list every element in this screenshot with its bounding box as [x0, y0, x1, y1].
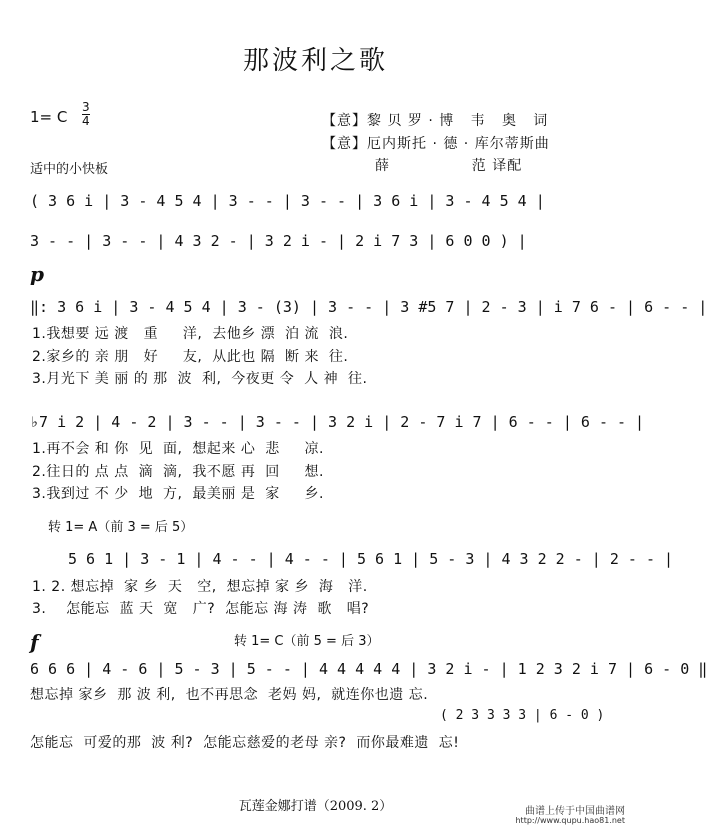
song-title: 那波利之歌 [242, 46, 388, 76]
chorus-notes: 5 6 1 | 3 - 1 | 4 - - | 4 - - | 5 6 1 | 5 - 3 | 4 3 2 2 - | 2 - - | [68, 550, 674, 568]
dynamic-piano: p [30, 262, 44, 286]
verse2-lyric-3: 3.我到过 不 少 地 方, 最美丽 是 家 乡. [32, 486, 324, 502]
verse1-lyric-3: 3.月光下 美 丽 的 那 波 利, 今夜更 令 人 神 往. [32, 371, 368, 387]
ending-lyric-1: 想忘掉 家乡 那 波 利, 也不再思念 老妈 妈, 就连你也遗 忘. [30, 687, 429, 703]
footer-credit: 瓦莲金娜打谱（2009. 2） [238, 799, 393, 814]
verse-notes-2: ♭7 i 2 | 4 - 2 | 3 - - | 3 - - | 3 2 i | 2 - 7 i 7 | 6 - - | 6 - - | [30, 413, 645, 431]
verse1-lyric-2: 2.家乡的 亲 朋 好 友, 从此也 隔 断 来 往. [32, 349, 349, 365]
watermark-text: 曲谱上传于中国曲谱网 [525, 806, 625, 817]
modulation-to-a: 转 1= A（前 3 = 后 5） [48, 520, 194, 535]
chorus-lyric-1: 1. 2. 想忘掉 家 乡 天 空, 想忘掉 家 乡 海 洋. [32, 579, 368, 595]
intro-line-2: 3 - - | 3 - - | 4 3 2 - | 3 2 i - | 2 i 7 3 | 6 0 0 ) | [30, 232, 527, 250]
chorus-lyric-2: 3. 怎能忘 蓝 天 宽 广? 怎能忘 海 涛 歌 唱? [32, 601, 370, 617]
ending-notes: 6 6 6 | 4 - 6 | 5 - 3 | 5 - - | 4 4 4 4 4 | 3 2 i - | 1 2 3 2 i 7 | 6 - 0 ‖ [30, 660, 707, 678]
lyricist-credit: 【意】黎 贝 罗 · 博 韦 奥 词 [322, 113, 549, 129]
time-signature [82, 101, 90, 128]
verse2-lyric-1: 1.再不会 和 你 见 面, 想起来 心 悲 凉. [32, 441, 324, 457]
verse-notes-1: ‖: 3 6 i | 3 - 4 5 4 | 3 - (3) | 3 - - | 3 #5 7 | 2 - 3 | i 7 6 - | 6 - - | [30, 298, 707, 316]
ending-lyric-2: 怎能忘 可爱的那 波 利? 怎能忘慈爱的老母 亲? 而你最难遗 忘! [30, 735, 460, 751]
tempo-marking: 适中的小快板 [30, 162, 109, 177]
key-signature: 1= C [30, 108, 68, 126]
watermark-url: http://www.qupu.hao81.net [515, 816, 625, 825]
meter-bottom: 4 [82, 114, 90, 128]
translator-credit: 薛 范 译配 [375, 158, 523, 174]
verse2-lyric-2: 2.往日的 点 点 滴 滴, 我不愿 再 回 想. [32, 464, 324, 480]
ending-coda-notes: ( 2 3 3 3 3 | 6 - 0 ) [440, 708, 605, 723]
composer-credit: 【意】厄内斯托 · 德 · 库尔蒂斯曲 [322, 136, 550, 152]
intro-line-1: ( 3 6 i | 3 - 4 5 4 | 3 - - | 3 - - | 3 6 i | 3 - 4 5 4 | [30, 192, 545, 210]
modulation-to-c: 转 1= C（前 5 = 后 3） [234, 634, 380, 649]
dynamic-forte: f [30, 630, 39, 654]
meter-top: 3 [82, 100, 90, 114]
verse1-lyric-1: 1.我想要 远 渡 重 洋, 去他乡 漂 泊 流 浪. [32, 326, 349, 342]
